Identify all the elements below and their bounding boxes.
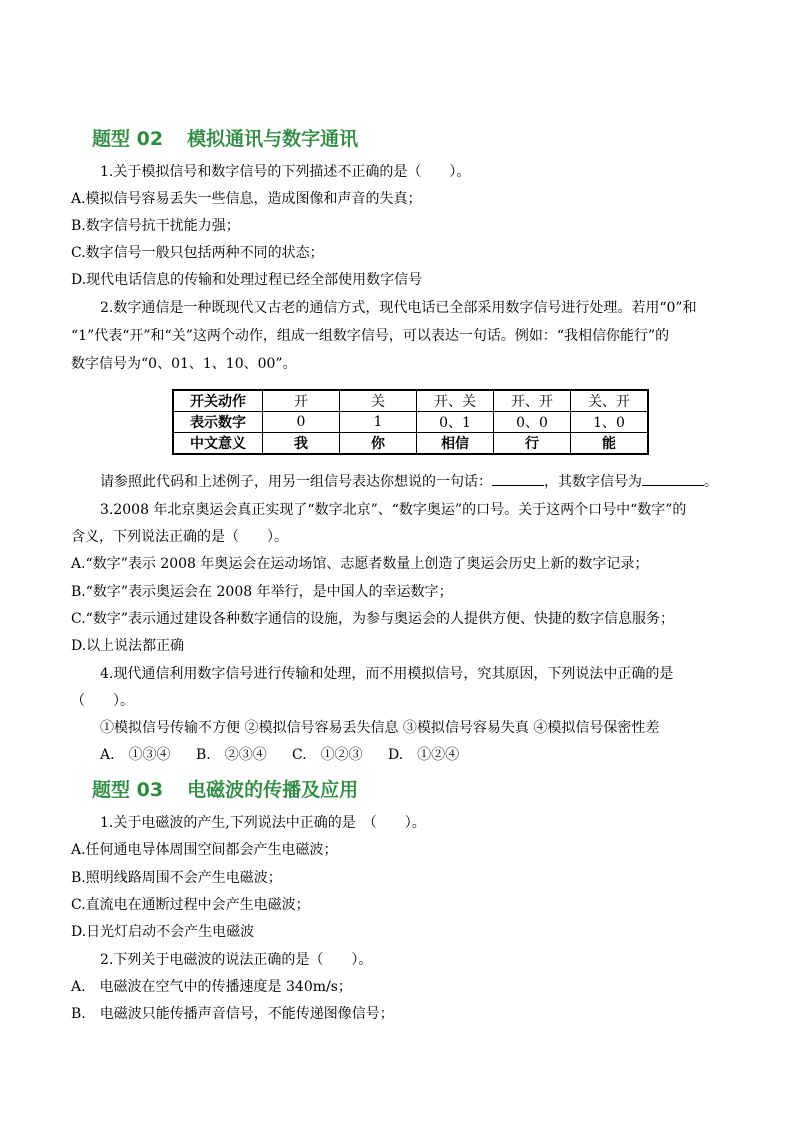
question-3-option-d: D.以上说法都正确 xyxy=(71,638,185,654)
table-cell: 开、关 xyxy=(417,390,494,412)
section-title: 模拟通讯与数字通讯 xyxy=(187,128,359,150)
table-cell: 0、0 xyxy=(494,412,571,433)
question-1-stem: 1.关于模拟信号和数字信号的下列描述不正确的是（ ）。 xyxy=(100,164,471,180)
table-cell: 关 xyxy=(340,390,417,412)
question-4-line-2: （ ）。 xyxy=(71,693,134,709)
table-cell: 0 xyxy=(263,412,340,433)
question-3-line-1: 3.2008 年北京奥运会真正实现了“数字北京”、“数字奥运”的口号。关于这两个口号中“数字”的 xyxy=(100,502,687,518)
answer-prompt: 请参照此代码和上述例子，用另一组信号表达你想说的一句话： xyxy=(100,474,492,490)
question-3-option-b: B.“数字”表示奥运会在 2008 年举行，是中国人的幸运数字； xyxy=(71,584,453,600)
table-cell: 开关动作 xyxy=(173,390,263,412)
question-5-option-a: A.任何通电导体周围空间都会产生电磁波； xyxy=(71,842,338,858)
section-number: 题型 03 xyxy=(92,779,164,801)
answer-end: 。 xyxy=(704,474,718,490)
question-6-stem: 2.下列关于电磁波的说法正确的是（ ）。 xyxy=(100,952,373,968)
question-2-line-3: 数字信号为“0、01、1、10、00”。 xyxy=(71,356,297,372)
table-cell: 中文意义 xyxy=(173,433,263,455)
question-2-line-2: “1”代表“开”和“关”这两个动作，组成一组数字信号，可以表达一句话。例如：“我相信你能行”的 xyxy=(71,328,670,344)
question-3-line-2: 含义，下列说法正确的是（ ）。 xyxy=(71,529,288,545)
section-heading-03 xyxy=(92,775,358,802)
table-cell: 1 xyxy=(340,412,417,433)
section-number: 题型 02 xyxy=(92,128,164,150)
table-cell: 你 xyxy=(340,433,417,455)
question-1-option-b: B.数字信号抗干扰能力强； xyxy=(71,218,240,234)
question-6-option-a: A. 电磁波在空气中的传播速度是 340m/s； xyxy=(71,979,352,995)
question-3-option-c: C.“数字”表示通过建设各种数字通信的设施，为参与奥运会的人提供方便、快捷的数字信息服务； xyxy=(71,611,674,627)
table-cell: 表示数字 xyxy=(173,412,263,433)
question-5-option-b: B.照明线路周围不会产生电磁波； xyxy=(71,870,282,886)
section-heading-02 xyxy=(92,124,358,151)
answer-blank-signal[interactable] xyxy=(642,471,704,486)
question-4-line-1: 4.现代通信利用数字信号进行传输和处理，而不用模拟信号，究其原因，下列说法中正确的是 xyxy=(100,666,674,682)
table-cell: 0、1 xyxy=(417,412,494,433)
answer-prompt-2: ，其数字信号为 xyxy=(544,474,642,490)
signal-code-table xyxy=(172,389,649,455)
question-4-option-c: C. ①②③ xyxy=(292,747,363,763)
question-5-option-d: D.日光灯启动不会产生电磁波 xyxy=(71,924,255,940)
table-cell: 1、0 xyxy=(571,412,649,433)
table-cell: 开 xyxy=(263,390,340,412)
question-4-option-a: A. ①③④ xyxy=(100,747,171,763)
question-2-line-1: 2.数字通信是一种既现代又古老的通信方式，现代电话已全部采用数字信号进行处理。若用“0”和 xyxy=(100,300,697,316)
question-3-option-a: A.“数字”表示 2008 年奥运会在运动场馆、志愿者数量上创造了奥运会历史上新的数字记录； xyxy=(71,556,649,572)
table-cell: 开、开 xyxy=(494,390,571,412)
question-4-statements: ①模拟信号传输不方便 ②模拟信号容易丢失信息 ③模拟信号容易失真 ④模拟信号保密性差 xyxy=(100,720,660,736)
answer-blank-sentence[interactable] xyxy=(492,471,544,486)
table-cell: 相信 xyxy=(417,433,494,455)
question-5-option-c: C.直流电在通断过程中会产生电磁波； xyxy=(71,897,310,913)
question-5-stem: 1.关于电磁波的产生,下列说法中正确的是 （ ）。 xyxy=(100,815,426,831)
question-4-option-d: D. ①②④ xyxy=(388,747,460,763)
question-4-option-b: B. ②③④ xyxy=(196,747,267,763)
question-1-option-c: C.数字信号一般只包括两种不同的状态； xyxy=(71,245,324,261)
table-cell: 能 xyxy=(571,433,649,455)
question-4-options xyxy=(100,745,459,765)
question-1-option-a: A.模拟信号容易丢失一些信息，造成图像和声音的失真； xyxy=(71,191,422,207)
table-cell: 我 xyxy=(263,433,340,455)
table-row xyxy=(173,433,648,455)
question-2-answer-line xyxy=(100,471,718,492)
table-cell: 行 xyxy=(494,433,571,455)
section-title: 电磁波的传播及应用 xyxy=(187,779,359,801)
question-1-option-d: D.现代电话信息的传输和处理过程已经全部使用数字信号 xyxy=(71,272,423,288)
table-cell: 关、开 xyxy=(571,390,649,412)
table-row xyxy=(173,390,648,412)
question-6-option-b: B. 电磁波只能传播声音信号，不能传递图像信号； xyxy=(71,1006,394,1022)
table-row xyxy=(173,412,648,433)
